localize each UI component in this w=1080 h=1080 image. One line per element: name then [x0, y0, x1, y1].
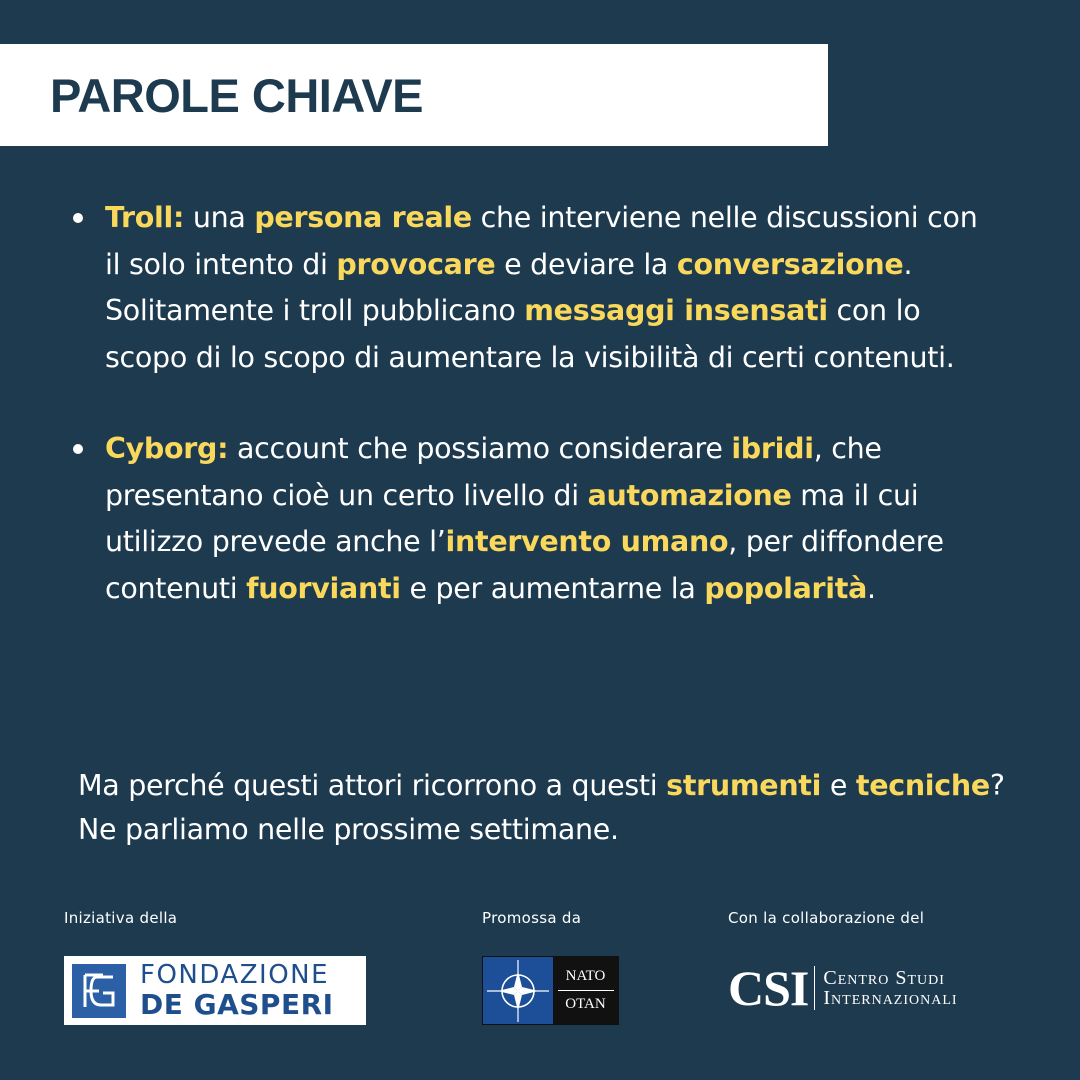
- highlighted-keyword: intervento umano: [445, 525, 729, 558]
- fdg-name-line2: DE GASPERI: [140, 988, 334, 1021]
- highlighted-keyword: popolarità: [704, 571, 868, 605]
- keyword-text: [105, 201, 977, 374]
- keyword-text: [105, 432, 944, 605]
- csi-logo: [728, 960, 958, 1016]
- text-segment: Ma perché questi attori ricorrono a questi: [78, 769, 667, 802]
- text-segment: account che possiamo considerare: [228, 432, 732, 465]
- text-segment: ma il cui utilizzo prevede anche l’: [105, 478, 919, 558]
- closing-paragraph: [78, 764, 1018, 852]
- text-segment: , per diffondere contenuti: [105, 525, 944, 605]
- text-segment: con lo scopo di lo scopo di aumentare la visibilità di certi contenuti.: [105, 294, 955, 374]
- highlighted-keyword: strumenti: [666, 769, 822, 802]
- initiative-label: Iniziativa della: [64, 909, 178, 927]
- text-segment: e deviare la: [495, 247, 677, 281]
- nato-otan-logo: [482, 956, 619, 1025]
- fondazione-de-gasperi-logo: [64, 956, 366, 1025]
- collaboration-label: Con la collaborazione del: [728, 909, 925, 927]
- nato-text-line2: OTAN: [565, 996, 606, 1012]
- text-segment: , che presentano cioè un certo livello di: [105, 432, 882, 512]
- nato-compass-icon: [483, 957, 553, 1024]
- text-segment: . Solitamente i troll pubblicano: [105, 247, 913, 327]
- highlighted-keyword: fuorvianti: [246, 571, 401, 605]
- csi-name-line1: Centro Studi: [823, 967, 945, 989]
- nato-text-line1: NATO: [565, 968, 606, 984]
- bullet-dot-icon: [73, 213, 83, 223]
- fdg-name-line1: FONDAZIONE: [140, 960, 330, 990]
- keyword-list: [72, 195, 992, 612]
- text-segment: che interviene nelle discussioni con il solo intento di: [105, 201, 978, 281]
- highlighted-keyword: conversazione: [676, 247, 904, 281]
- fdg-monogram-icon: [72, 964, 126, 1018]
- highlighted-keyword: persona reale: [254, 201, 472, 234]
- csi-divider: [814, 966, 815, 1010]
- keyword-item-troll: [72, 195, 992, 381]
- csi-mark: CSI: [728, 960, 809, 1016]
- page-title: PAROLE CHIAVE: [50, 68, 424, 122]
- bullet-dot-icon: [73, 444, 83, 454]
- highlighted-keyword: Troll:: [105, 201, 185, 234]
- nato-divider: [558, 990, 614, 991]
- title-banner: [0, 44, 828, 146]
- csi-name-line2: Internazionali: [823, 987, 958, 1009]
- highlighted-keyword: messaggi insensati: [524, 294, 828, 327]
- highlighted-keyword: automazione: [587, 478, 792, 512]
- highlighted-keyword: Cyborg:: [105, 432, 229, 465]
- highlighted-keyword: provocare: [336, 247, 496, 281]
- text-segment: e per aumentarne la: [400, 571, 705, 605]
- text-segment: e: [821, 769, 856, 802]
- highlighted-keyword: tecniche: [855, 769, 990, 802]
- text-segment: ? Ne parliamo nelle prossime settimane.: [78, 769, 1005, 846]
- promoted-label: Promossa da: [482, 909, 582, 927]
- text-segment: una: [184, 201, 255, 234]
- highlighted-keyword: ibridi: [731, 432, 814, 465]
- keyword-item-cyborg: [72, 426, 992, 612]
- text-segment: .: [867, 571, 876, 605]
